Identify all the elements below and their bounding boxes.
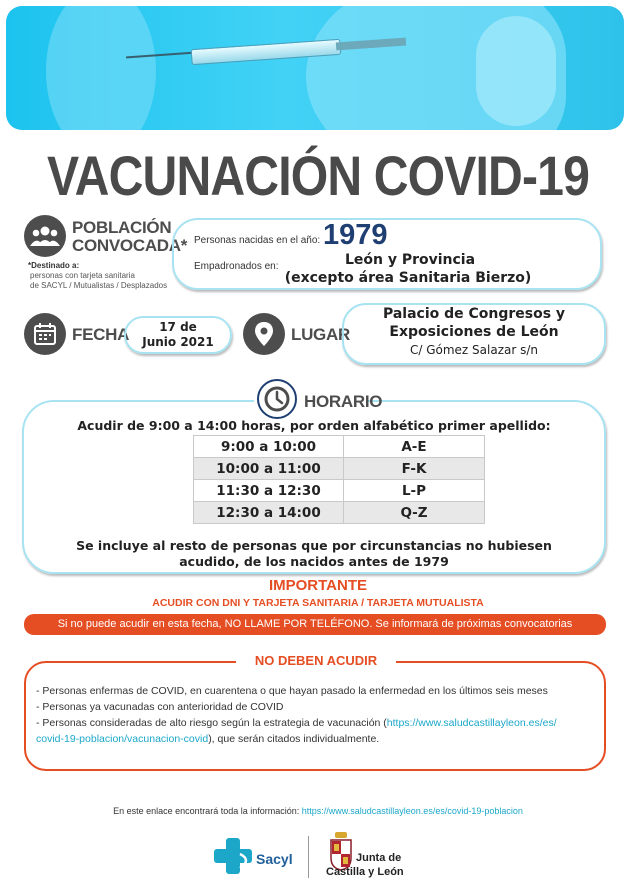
item3-text-a: - Personas consideradas de alto riesgo según la estrategia de vacunación ( xyxy=(36,717,387,729)
letters-cell: A-E xyxy=(344,436,485,458)
importante-title: IMPORTANTE xyxy=(268,577,368,594)
table-row xyxy=(194,458,485,480)
clock-icon xyxy=(257,379,297,419)
year-value: 1979 xyxy=(323,219,388,251)
horario-note-line2: acudido, de los nacidos antes de 1979 xyxy=(179,554,449,569)
calendar-icon xyxy=(24,313,66,355)
item3-text-b: ), que serán citados individualmente. xyxy=(208,733,380,745)
footer-link[interactable]: https://www.saludcastillayleon.es/es/covid-19-poblacion xyxy=(301,806,523,816)
letters-cell: L-P xyxy=(344,480,485,502)
time-cell: 11:30 a 12:30 xyxy=(194,480,344,502)
table-row xyxy=(194,436,485,458)
horario-note-line1: Se incluye al resto de personas que por circunstancias no hubiesen xyxy=(76,538,552,553)
no-acudir-item3 xyxy=(36,717,596,729)
time-cell: 12:30 a 14:00 xyxy=(194,502,344,524)
lugar-line2: Exposiciones de León xyxy=(389,324,559,340)
junta-line1: Junta de xyxy=(356,852,402,864)
poblacion-label: POBLACIÓN xyxy=(72,218,172,237)
table-row xyxy=(194,502,485,524)
fecha-label: FECHA xyxy=(72,325,130,344)
group-icon xyxy=(24,215,66,257)
area-line2: (excepto área Sanitaria Bierzo) xyxy=(284,270,532,286)
table-row xyxy=(194,480,485,502)
empadronados-label: Empadronados en: xyxy=(194,261,279,272)
importante-subtitle: ACUDIR CON DNI Y TARJETA SANITARIA / TARJETA MUTUALISTA xyxy=(152,597,484,609)
item3-link1[interactable]: https://www.saludcastillayleon.es/es/ xyxy=(386,717,557,729)
importante-banner: Si no puede acudir en esta fecha, NO LLAME POR TELÉFONO. Se informará de próximas convocatorias xyxy=(24,614,606,635)
horario-label: HORARIO xyxy=(304,392,383,411)
note-line2: de SACYL / Mutualistas / Desplazados xyxy=(30,281,168,290)
lugar-line1: Palacio de Congresos y xyxy=(382,306,566,322)
convocada-label: CONVOCADA* xyxy=(72,236,188,255)
horario-intro: Acudir de 9:00 a 14:00 horas, por orden alfabético primer apellido: xyxy=(77,418,551,433)
letters-cell: F-K xyxy=(344,458,485,480)
footer-text: En este enlace encontrará toda la información: xyxy=(113,806,302,816)
letters-cell: Q-Z xyxy=(344,502,485,524)
hero-image xyxy=(6,6,624,130)
fecha-line1: 17 de xyxy=(159,320,197,334)
note-title: *Destinado a: xyxy=(28,261,80,270)
no-acudir-item3-cont xyxy=(36,733,379,745)
area-line1: León y Provincia xyxy=(344,252,476,268)
sacyl-logo-icon xyxy=(214,838,262,876)
no-acudir-title: NO DEBEN ACUDIR xyxy=(254,653,378,668)
lugar-label: LUGAR xyxy=(291,325,350,344)
footer-info xyxy=(0,806,636,816)
time-cell: 9:00 a 10:00 xyxy=(194,436,344,458)
lugar-address: C/ Gómez Salazar s/n xyxy=(409,343,539,357)
fecha-line2: Junio 2021 xyxy=(142,335,214,349)
page-title: VACUNACIÓN COVID-19 xyxy=(46,144,590,207)
no-acudir-item2: - Personas ya vacunadas con anterioridad de COVID xyxy=(36,701,284,713)
year-label: Personas nacidas en el año: xyxy=(194,235,321,246)
schedule-table xyxy=(193,435,485,524)
item3-link2[interactable]: covid-19-poblacion/vacunacion-covid xyxy=(36,733,209,745)
no-acudir-box xyxy=(24,661,606,771)
arm-shape xyxy=(46,6,156,130)
no-acudir-item1: - Personas enfermas de COVID, en cuarentena o que hayan pasado la enfermedad en los últimos seis meses xyxy=(36,685,548,697)
sacyl-wordmark: Sacyl xyxy=(256,851,293,867)
note-line1: personas con tarjeta sanitaria xyxy=(30,271,135,280)
finger-shape xyxy=(476,16,556,126)
footer-divider xyxy=(308,836,309,878)
location-pin-icon xyxy=(243,313,285,355)
junta-line2: Castilla y León xyxy=(326,866,404,878)
time-cell: 10:00 a 11:00 xyxy=(194,458,344,480)
